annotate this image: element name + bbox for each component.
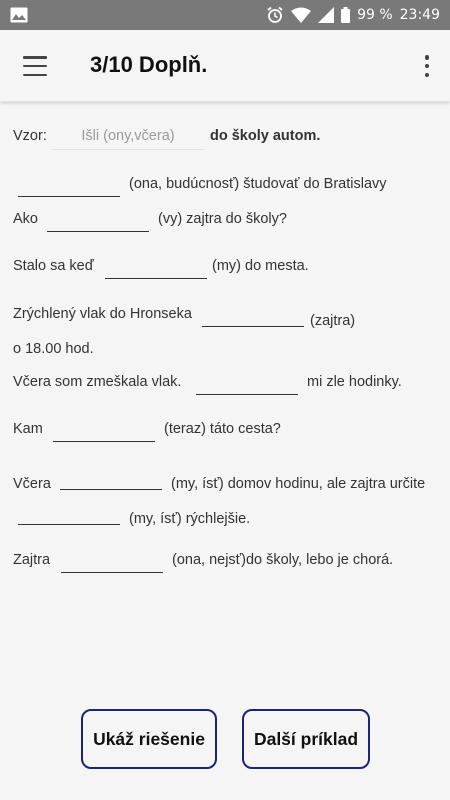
answer-blank-9[interactable] (61, 572, 163, 573)
battery-icon (341, 7, 350, 23)
sentence-text: (my) do mesta. (212, 258, 309, 274)
menu-icon[interactable] (20, 52, 50, 80)
answer-blank-6[interactable] (53, 441, 155, 442)
image-icon (10, 7, 28, 23)
example-rest: do školy autom. (210, 128, 321, 144)
sentence-text: (zajtra) (310, 313, 356, 329)
battery-percent: 99 % (357, 7, 393, 23)
answer-blank-1[interactable] (18, 196, 120, 197)
status-bar (0, 0, 450, 30)
sentence-text: (my, ísť) domov hodinu, ale zajtra určite (171, 476, 426, 492)
next-example-button[interactable]: Další príklad (242, 709, 370, 769)
answer-blank-8[interactable] (18, 524, 120, 525)
show-solution-button[interactable]: Ukáž riešenie (81, 709, 217, 769)
sentence-text: Ako (13, 211, 38, 227)
answer-blank-2[interactable] (47, 231, 149, 232)
alarm-icon (266, 6, 284, 24)
sentence-text: Včera som zmeškala vlak. (13, 374, 182, 390)
sentence-text: (my, ísť) rýchlejšie. (129, 511, 251, 527)
app-bar (0, 30, 450, 102)
answer-blank-4[interactable] (202, 326, 304, 327)
sentence-text: Včera (13, 476, 51, 492)
sentence-text: (ona, nejsť)do školy, lebo je chorá. (172, 552, 394, 568)
sentence-text: (ona, budúcnosť) študovať do Bratislavy (129, 176, 387, 192)
sentence-text: o 18.00 hod. (13, 341, 94, 357)
wifi-icon (291, 7, 311, 23)
sentence-text: Stalo sa keď (13, 258, 94, 274)
answer-blank-3[interactable] (105, 278, 207, 279)
more-vert-icon[interactable] (418, 52, 436, 80)
sentence-text: Zrýchlený vlak do Hronseka (13, 306, 192, 322)
sentence-text: (teraz) táto cesta? (164, 421, 281, 437)
answer-blank-7[interactable] (60, 489, 162, 490)
example-label: Vzor: (13, 128, 47, 144)
sentence-text: Zajtra (13, 552, 51, 568)
sentence-text: mi zle hodinky. (307, 374, 402, 390)
sentence-text: (vy) zajtra do školy? (158, 211, 287, 227)
example-answer-field: Išli (ony,včera) (52, 124, 204, 150)
sentence-text: Kam (13, 421, 43, 437)
signal-icon (318, 7, 334, 23)
answer-blank-5[interactable] (196, 394, 298, 395)
page-title: 3/10 Doplň. (90, 52, 208, 77)
clock: 23:49 (399, 7, 440, 23)
